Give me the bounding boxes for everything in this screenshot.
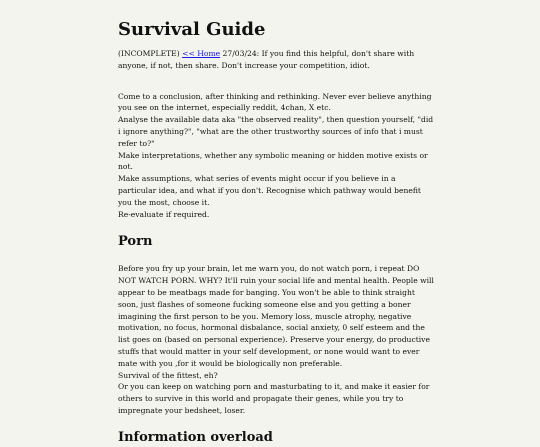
general-line-1: Come to a conclusion, after thinking and rethinking. Never ever believe anything you see on the internet, especially reddit, 4chan, X etc. bbox=[118, 91, 432, 113]
status-label: (INCOMPLETE) bbox=[118, 49, 180, 58]
general-line-2: Analyse the available data aka "the observed reality", then question yourself, "did i ignore anything?", "what are the other trustworthy sources of info that i must refer to?" bbox=[118, 115, 434, 148]
porn-heading: Porn bbox=[118, 234, 153, 250]
home-link[interactable]: << Home bbox=[182, 49, 221, 58]
intro-date-text: 27/03/24: If you find this helpful, don't share with anyone, if not, then share. Don't increase your competition, idiot. bbox=[118, 49, 415, 70]
information-overload-heading: Information overload bbox=[118, 429, 273, 445]
intro-paragraph bbox=[118, 48, 436, 72]
general-line-3: Make interpretations, whether any symbolic meaning or hidden motive exists or not. bbox=[118, 150, 428, 172]
section-general bbox=[118, 91, 436, 221]
general-line-5: Re-evaluate if required. bbox=[118, 209, 210, 219]
porn-paragraph-1: Before you fry up your brain, let me warn you, do not watch porn, i repeat DO NOT WATCH PORN. WHY? It'll ruin your social life and mental health. People will appear to be meatbags made for banging. You won't be able to think straight soon, just flashes of someone fucking someone else and you getting a boner imagining the first person to be you. Memory loss, muscle atrophy, negative motivation, no focus, hormonal disbalance, social anxiety, 0 self esteem and the list goes on (based on personal experience). Preserve your energy, do productive stuffs that would matter in your self development, or none would want to ever mate with you ,for it would be biologically non preferable. bbox=[118, 264, 434, 368]
section-porn bbox=[118, 263, 436, 416]
porn-paragraph-3: Or you can keep on watching porn and masturbating to it, and make it easier for others to survive in this world and propagate their genes, while you try to impregnate your bedsheet, loser. bbox=[118, 382, 430, 415]
page-title: Survival Guide bbox=[118, 19, 266, 40]
article bbox=[118, 18, 436, 447]
general-line-4: Make assumptions, what series of events might occur if you believe in a particular idea, and what if you don't. Recognise which pathway would benefit you the most, choose it. bbox=[118, 174, 421, 207]
porn-paragraph-2: Survival of the fittest, eh? bbox=[118, 370, 218, 380]
